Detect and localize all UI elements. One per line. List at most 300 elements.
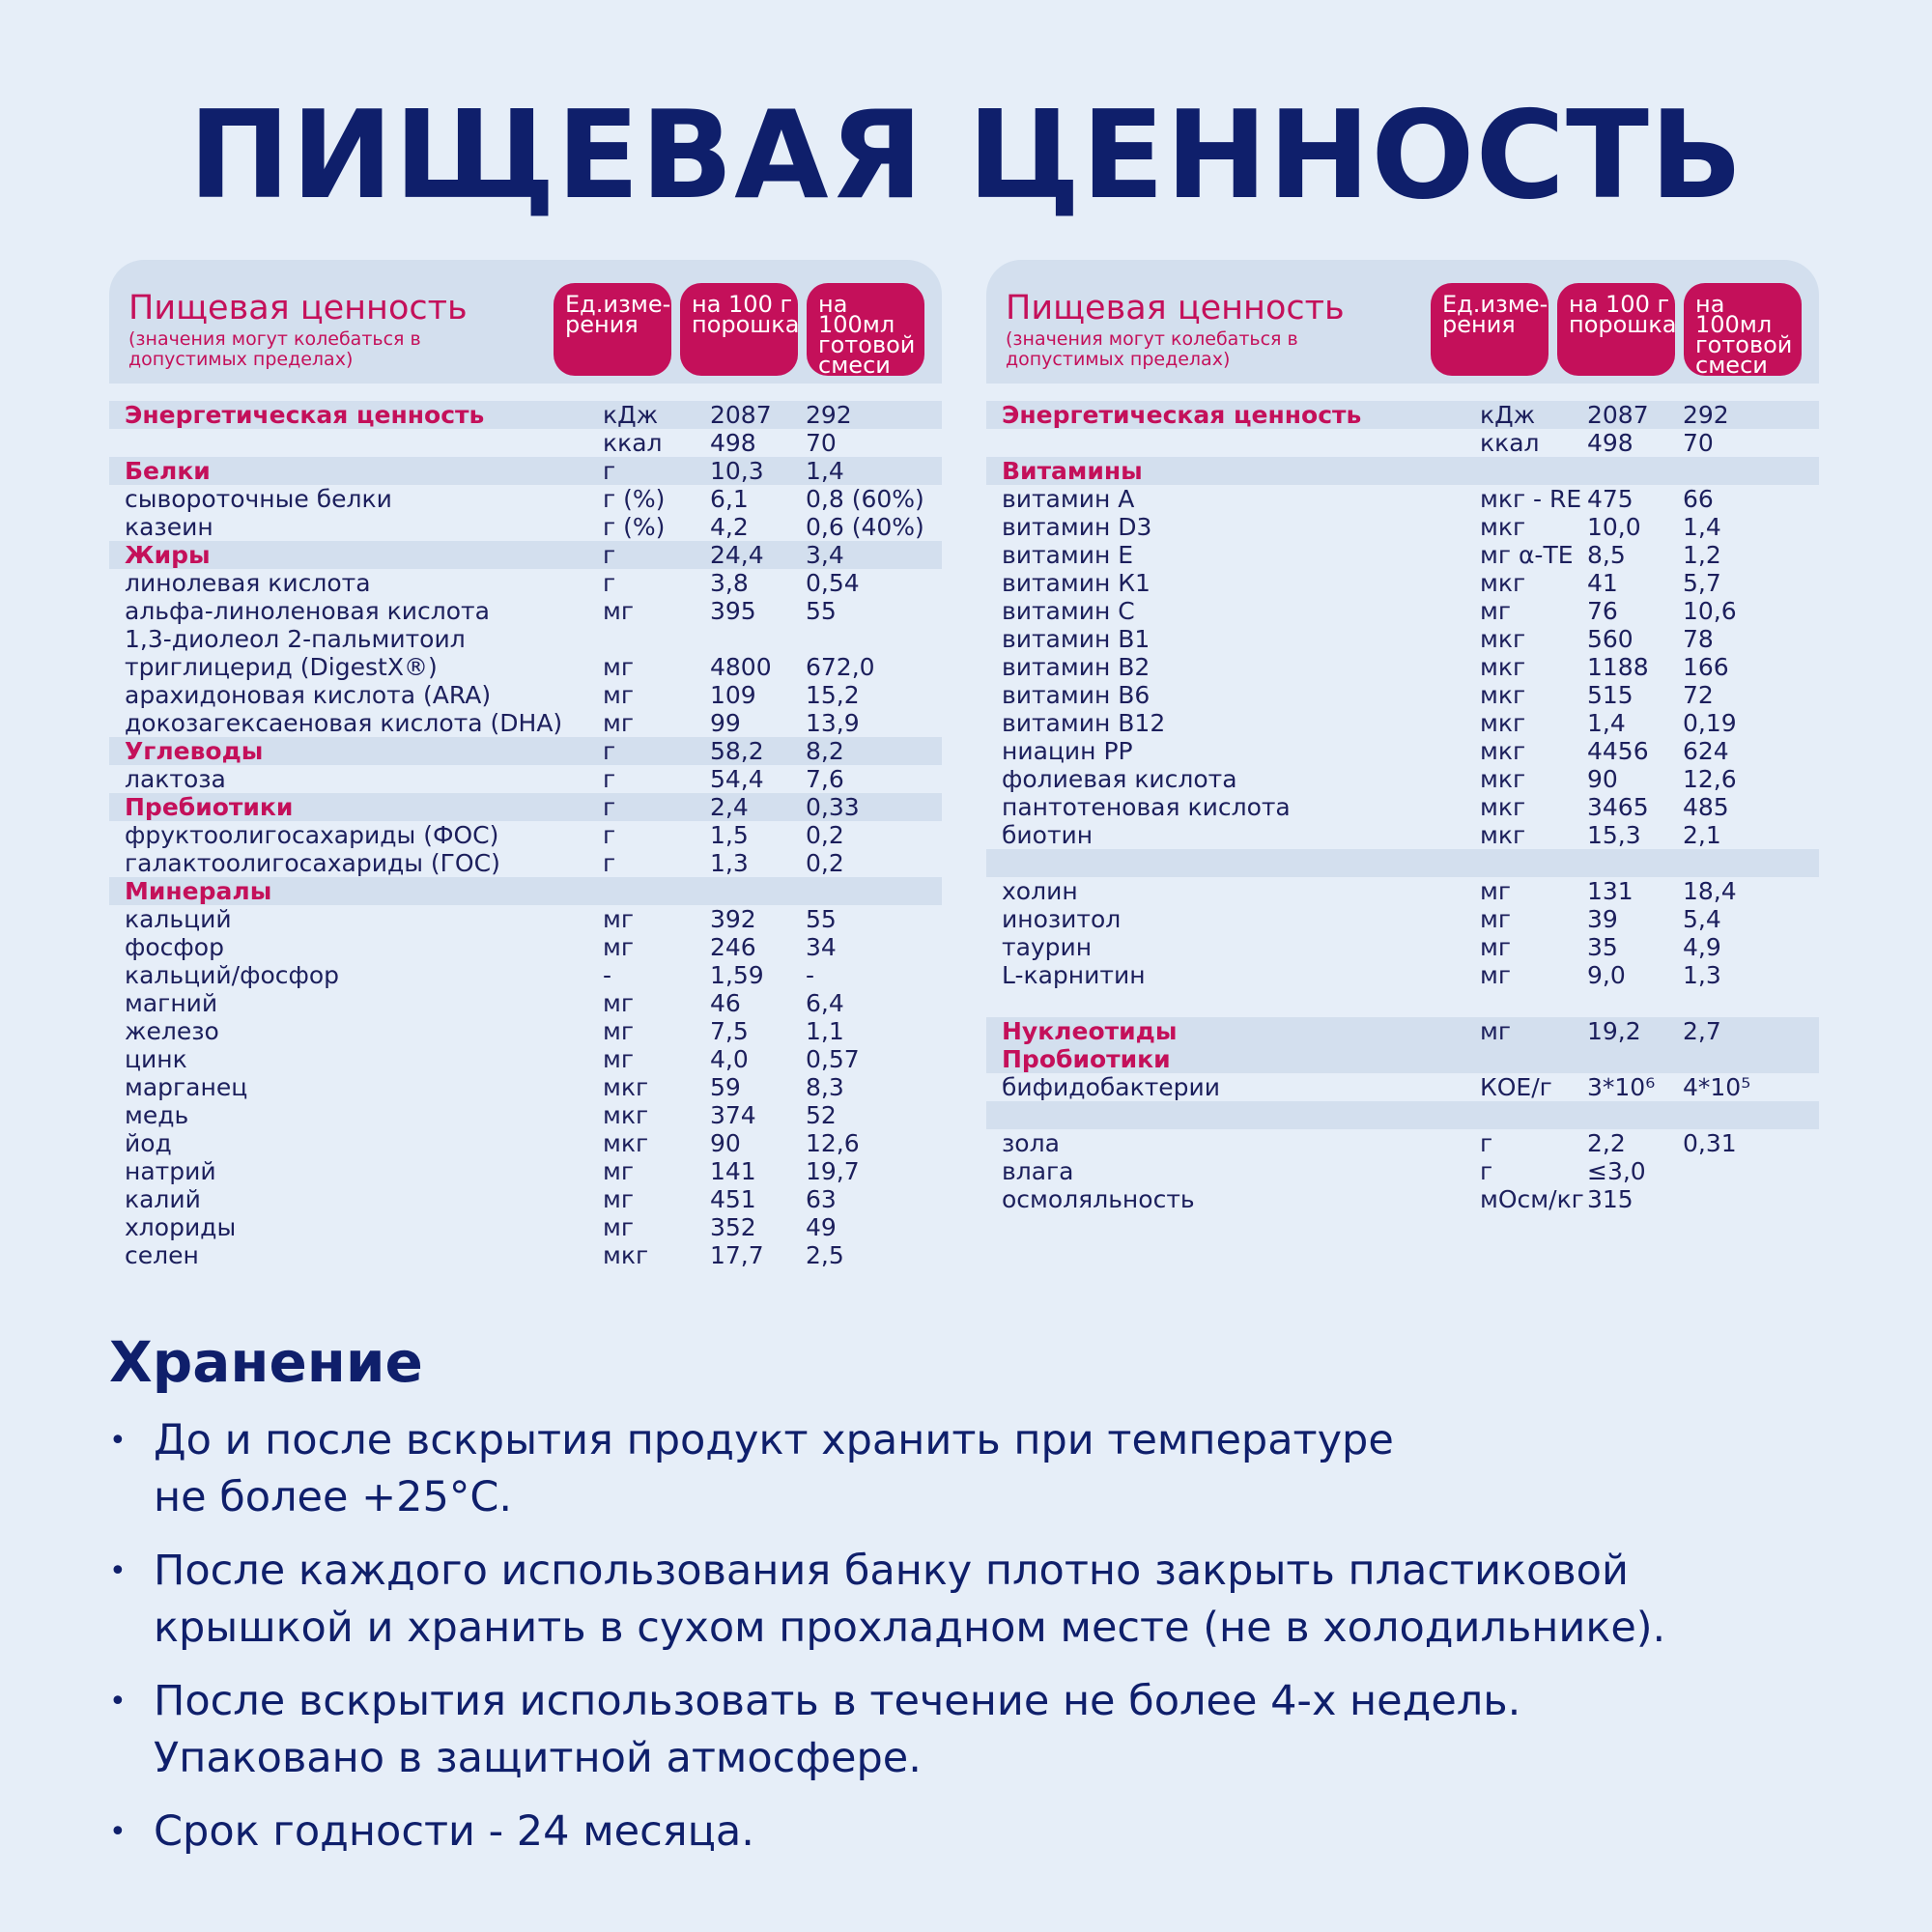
table-row <box>986 709 1819 737</box>
per-100g-cell: 2087 <box>1587 401 1649 429</box>
per-100ml-cell: 8,2 <box>806 737 844 765</box>
per-100ml-cell: 10,6 <box>1683 597 1737 625</box>
category-row <box>986 401 1819 429</box>
unit-cell: мг <box>1480 1017 1511 1045</box>
table-row <box>986 429 1819 457</box>
unit-cell: КОЕ/г <box>1480 1073 1552 1101</box>
category-row <box>986 457 1819 485</box>
nutrient-name: витамин А <box>1002 485 1135 513</box>
storage-item <box>109 1804 1848 1861</box>
storage-item-text: крышкой и хранить в сухом прохладном месте (не в холодильнике). <box>154 1604 1666 1652</box>
table-row <box>986 933 1819 961</box>
per-100ml-cell: 1,4 <box>806 457 844 485</box>
nutrient-name: витамин В12 <box>1002 709 1166 737</box>
per-100g-cell: 39 <box>1587 905 1618 933</box>
bullet-icon: • <box>109 1424 127 1458</box>
per-100ml-cell: 0,33 <box>806 793 860 821</box>
per-100ml-cell: 6,4 <box>806 989 844 1017</box>
per-100ml-cell: 0,2 <box>806 849 844 877</box>
table-row <box>109 625 942 681</box>
nutrient-name: пантотеновая кислота <box>1002 793 1291 821</box>
unit-cell: - <box>603 961 612 989</box>
per-100ml-cell: 0,19 <box>1683 709 1737 737</box>
storage-item-text: Упаковано в защитной атмосфере. <box>154 1734 922 1782</box>
nutrient-name: казеин <box>125 513 213 541</box>
table-row <box>986 513 1819 541</box>
per-100ml-cell: 0,31 <box>1683 1129 1737 1157</box>
nutrient-name: селен <box>125 1241 199 1269</box>
per-100g-cell: 2087 <box>710 401 772 429</box>
nutrition-table-left <box>109 260 942 1284</box>
unit-cell: г <box>603 737 616 765</box>
table-row <box>986 485 1819 513</box>
unit-cell: г <box>603 849 616 877</box>
per-100ml-cell: 55 <box>806 597 837 625</box>
table-row <box>109 1017 942 1045</box>
table-rows <box>986 401 1819 1213</box>
table-row <box>986 625 1819 653</box>
per-100g-cell: 54,4 <box>710 765 764 793</box>
nutrient-name: инозитол <box>1002 905 1122 933</box>
table-row <box>109 933 942 961</box>
per-100g-cell: 1,4 <box>1587 709 1626 737</box>
table-row <box>986 765 1819 793</box>
unit-cell: г (%) <box>603 513 666 541</box>
nutrient-name: витамин Е <box>1002 541 1134 569</box>
per-100ml-cell: 0,57 <box>806 1045 860 1073</box>
category-row <box>109 737 942 765</box>
per-100g-cell: 4800 <box>710 653 772 681</box>
per-100ml-cell: 66 <box>1683 485 1714 513</box>
nutrient-name: Жиры <box>125 541 211 569</box>
nutrient-name: ниацин РР <box>1002 737 1133 765</box>
table-heading: Пищевая ценность <box>128 289 468 327</box>
nutrient-name: докозагексаеновая кислота (DHA) <box>125 709 563 737</box>
table-row <box>109 905 942 933</box>
unit-cell: мг <box>1480 877 1511 905</box>
unit-cell: мг <box>1480 597 1511 625</box>
category-row <box>109 793 942 821</box>
nutrient-name: 1,3-диолеол 2-пальмитоил триглицерид (DigestX®) <box>125 625 466 681</box>
table-row <box>109 1213 942 1241</box>
per-100g-cell: 131 <box>1587 877 1634 905</box>
per-100g-cell: 451 <box>710 1185 756 1213</box>
unit-cell: г <box>603 765 616 793</box>
nutrient-name: витамин К1 <box>1002 569 1151 597</box>
unit-cell: мкг <box>1480 821 1526 849</box>
table-row <box>109 709 942 737</box>
category-row <box>109 401 942 429</box>
nutrient-name: Углеводы <box>125 737 264 765</box>
table-row <box>986 821 1819 849</box>
unit-cell: мкг <box>603 1073 649 1101</box>
nutrient-name: Энергетическая ценность <box>125 401 485 429</box>
table-row <box>109 961 942 989</box>
bullet-icon: • <box>109 1815 127 1849</box>
nutrient-name: витамин С <box>1002 597 1135 625</box>
table-row <box>986 1185 1819 1213</box>
per-100ml-cell: 4*10⁵ <box>1683 1073 1751 1101</box>
table-row <box>986 989 1819 1017</box>
nutrient-name: натрий <box>125 1157 216 1185</box>
per-100ml-cell: 18,4 <box>1683 877 1737 905</box>
unit-cell: мг <box>1480 961 1511 989</box>
unit-cell: мкг <box>603 1241 649 1269</box>
nutrient-name: бифидобактерии <box>1002 1073 1221 1101</box>
table-row <box>986 653 1819 681</box>
per-100g-cell: 141 <box>710 1157 756 1185</box>
per-100g-cell: 1,5 <box>710 821 749 849</box>
table-row <box>109 1185 942 1213</box>
per-100ml-cell: 2,7 <box>1683 1017 1721 1045</box>
table-row <box>986 541 1819 569</box>
unit-cell: г (%) <box>603 485 666 513</box>
per-100ml-cell: 78 <box>1683 625 1714 653</box>
unit-cell: г <box>603 793 616 821</box>
per-100g-cell: 392 <box>710 905 756 933</box>
nutrient-name: витамин D3 <box>1002 513 1152 541</box>
table-rows <box>109 401 942 1269</box>
storage-item <box>109 1673 1848 1787</box>
per-100ml-cell: 4,9 <box>1683 933 1721 961</box>
per-100g-cell: 35 <box>1587 933 1618 961</box>
per-100g-cell: 9,0 <box>1587 961 1626 989</box>
nutrient-name: арахидоновая кислота (ARA) <box>125 681 492 709</box>
table-row <box>986 1157 1819 1185</box>
table-row <box>986 1129 1819 1157</box>
per-100ml-cell: 1,3 <box>1683 961 1721 989</box>
per-100g-cell: 90 <box>1587 765 1618 793</box>
per-100g-cell: 4,0 <box>710 1045 749 1073</box>
table-row <box>986 793 1819 821</box>
unit-cell: ккал <box>603 429 663 457</box>
unit-cell: ккал <box>1480 429 1540 457</box>
per-100g-cell: 3465 <box>1587 793 1649 821</box>
table-row <box>109 1073 942 1101</box>
per-100g-cell: 315 <box>1587 1185 1634 1213</box>
unit-cell: мг <box>603 709 634 737</box>
unit-cell: мкг - RE <box>1480 485 1582 513</box>
nutrient-name: калий <box>125 1185 201 1213</box>
table-header <box>986 260 1819 384</box>
per-100g-cell: 246 <box>710 933 756 961</box>
per-100ml-cell: 0,54 <box>806 569 860 597</box>
table-row <box>109 429 942 457</box>
per-100g-cell: 10,3 <box>710 457 764 485</box>
per-100g-cell: 99 <box>710 709 741 737</box>
nutrient-name: галактоолигосахариды (ГОС) <box>125 849 500 877</box>
nutrient-name: зола <box>1002 1129 1060 1157</box>
per-100ml-cell: 624 <box>1683 737 1729 765</box>
per-100g-cell: 10,0 <box>1587 513 1641 541</box>
unit-cell: мг <box>603 653 634 681</box>
table-row <box>109 597 942 625</box>
unit-cell: г <box>603 541 616 569</box>
per-100g-cell: ≤3,0 <box>1587 1157 1646 1185</box>
bullet-icon: • <box>109 1554 127 1588</box>
table-row <box>109 821 942 849</box>
per-100g-cell: 2,2 <box>1587 1129 1626 1157</box>
nutrient-name: кальций/фосфор <box>125 961 340 989</box>
per-100ml-cell: 292 <box>1683 401 1729 429</box>
column-unit-header: Ед.изме-рения <box>554 283 671 376</box>
table-subheading: (значения могут колебаться в допустимых пределах) <box>128 328 421 370</box>
unit-cell: мг <box>603 597 634 625</box>
per-100g-cell: 515 <box>1587 681 1634 709</box>
per-100g-cell: 374 <box>710 1101 756 1129</box>
nutrient-name: Энергетическая ценность <box>1002 401 1362 429</box>
per-100g-cell: 76 <box>1587 597 1618 625</box>
per-100ml-cell: 0,6 (40%) <box>806 513 924 541</box>
per-100g-cell: 498 <box>1587 429 1634 457</box>
storage-item-text: не более +25°С. <box>154 1473 513 1521</box>
category-row <box>986 1017 1819 1073</box>
storage-item-text: Срок годности - 24 месяца. <box>154 1807 754 1856</box>
bullet-icon: • <box>109 1685 127 1719</box>
nutrient-name: йод <box>125 1129 172 1157</box>
nutrient-name: Нуклеотиды <box>1002 1017 1178 1045</box>
nutrient-name: Пробиотики <box>1002 1045 1171 1073</box>
nutrient-name: биотин <box>1002 821 1094 849</box>
per-100ml-cell: 55 <box>806 905 837 933</box>
unit-cell: мг <box>603 1185 634 1213</box>
per-100g-cell: 59 <box>710 1073 741 1101</box>
per-100ml-cell: 166 <box>1683 653 1729 681</box>
table-row <box>986 681 1819 709</box>
unit-cell: мкг <box>1480 709 1526 737</box>
nutrient-name: хлориды <box>125 1213 237 1241</box>
table-row <box>986 877 1819 905</box>
unit-cell: мкг <box>1480 737 1526 765</box>
storage-item <box>109 1412 1848 1526</box>
per-100g-cell: 2,4 <box>710 793 749 821</box>
per-100g-cell: 3*10⁶ <box>1587 1073 1656 1101</box>
unit-cell: кДж <box>603 401 659 429</box>
per-100g-cell: 46 <box>710 989 741 1017</box>
unit-cell: г <box>603 569 616 597</box>
per-100ml-cell: 1,2 <box>1683 541 1721 569</box>
table-row <box>109 989 942 1017</box>
unit-cell: мкг <box>603 1129 649 1157</box>
unit-cell: мкг <box>1480 569 1526 597</box>
per-100ml-cell: 292 <box>806 401 852 429</box>
per-100g-cell: 58,2 <box>710 737 764 765</box>
per-100ml-cell: 672,0 <box>806 653 875 681</box>
storage-item-text: После вскрытия использовать в течение не более 4-х недель. <box>154 1677 1521 1725</box>
per-100ml-cell: 5,4 <box>1683 905 1721 933</box>
nutrient-name: фруктоолигосахариды (ФОС) <box>125 821 499 849</box>
unit-cell: мг <box>603 989 634 1017</box>
nutrient-name: витамин В2 <box>1002 653 1151 681</box>
per-100ml-cell: 15,2 <box>806 681 860 709</box>
table-row <box>986 905 1819 933</box>
table-row <box>986 737 1819 765</box>
storage-item-text: До и после вскрытия продукт хранить при температуре <box>154 1416 1394 1464</box>
per-100g-cell: 498 <box>710 429 756 457</box>
table-row <box>986 1073 1819 1101</box>
per-100g-cell: 6,1 <box>710 485 749 513</box>
nutrient-name: марганец <box>125 1073 248 1101</box>
per-100ml-cell: 19,7 <box>806 1157 860 1185</box>
storage-item <box>109 1543 1848 1657</box>
category-row <box>109 541 942 569</box>
table-row <box>109 1101 942 1129</box>
per-100g-cell: 17,7 <box>710 1241 764 1269</box>
per-100g-cell: 3,8 <box>710 569 749 597</box>
table-row <box>109 485 942 513</box>
per-100g-cell: 4456 <box>1587 737 1649 765</box>
per-100ml-cell: 2,1 <box>1683 821 1721 849</box>
table-row <box>109 765 942 793</box>
per-100g-cell: 1,3 <box>710 849 749 877</box>
unit-cell: мкг <box>1480 765 1526 793</box>
storage-list <box>109 1412 1848 1877</box>
nutrient-name: Минералы <box>125 877 272 905</box>
nutrient-name: витамин В6 <box>1002 681 1151 709</box>
nutrient-name: Пребиотики <box>125 793 294 821</box>
nutrient-name: таурин <box>1002 933 1093 961</box>
storage-item-text: После каждого использования банку плотно закрыть пластиковой <box>154 1547 1629 1595</box>
nutrient-name: витамин В1 <box>1002 625 1151 653</box>
table-row <box>109 1157 942 1185</box>
per-100ml-cell: 70 <box>806 429 837 457</box>
per-100ml-cell: 1,4 <box>1683 513 1721 541</box>
unit-cell: г <box>603 457 616 485</box>
nutrient-name: холин <box>1002 877 1078 905</box>
per-100ml-cell: 49 <box>806 1213 837 1241</box>
table-row <box>109 513 942 541</box>
per-100ml-cell: 12,6 <box>1683 765 1737 793</box>
table-row <box>109 1045 942 1073</box>
nutrient-name: кальций <box>125 905 232 933</box>
nutrient-name: цинк <box>125 1045 187 1073</box>
per-100ml-cell: 72 <box>1683 681 1714 709</box>
unit-cell: мкг <box>1480 653 1526 681</box>
nutrient-name: влага <box>1002 1157 1074 1185</box>
per-100ml-cell: 12,6 <box>806 1129 860 1157</box>
per-100ml-cell: 0,2 <box>806 821 844 849</box>
nutrient-name: линолевая кислота <box>125 569 371 597</box>
per-100ml-cell: 1,1 <box>806 1017 844 1045</box>
nutrient-name: альфа-линоленовая кислота <box>125 597 490 625</box>
table-heading: Пищевая ценность <box>1006 289 1345 327</box>
unit-cell: мОсм/кг <box>1480 1185 1584 1213</box>
unit-cell: мкг <box>1480 793 1526 821</box>
per-100g-cell: 24,4 <box>710 541 764 569</box>
per-100ml-cell: 8,3 <box>806 1073 844 1101</box>
unit-cell: мг <box>603 1213 634 1241</box>
nutrient-name: магний <box>125 989 218 1017</box>
per-100g-cell: 41 <box>1587 569 1618 597</box>
page-title: ПИЩЕВАЯ ЦЕННОСТЬ <box>188 84 1744 226</box>
unit-cell: г <box>603 821 616 849</box>
column-per-100ml-header: на 100мл готовой смеси <box>807 283 924 376</box>
nutrition-table-right <box>986 260 1819 1284</box>
per-100ml-cell: 63 <box>806 1185 837 1213</box>
unit-cell: мкг <box>1480 513 1526 541</box>
nutrient-name: Белки <box>125 457 211 485</box>
column-unit-header: Ед.изме-рения <box>1431 283 1548 376</box>
per-100g-cell: 560 <box>1587 625 1634 653</box>
table-row <box>109 681 942 709</box>
per-100ml-cell: 3,4 <box>806 541 844 569</box>
table-row <box>109 1241 942 1269</box>
table-row <box>986 569 1819 597</box>
table-row <box>109 569 942 597</box>
per-100ml-cell: 5,7 <box>1683 569 1721 597</box>
per-100ml-cell: 7,6 <box>806 765 844 793</box>
table-row <box>109 849 942 877</box>
table-row <box>986 597 1819 625</box>
nutrient-name: лактоза <box>125 765 226 793</box>
category-row <box>109 457 942 485</box>
per-100g-cell: 109 <box>710 681 756 709</box>
unit-cell: мг α-ТЕ <box>1480 541 1574 569</box>
nutrient-name: Витамины <box>1002 457 1143 485</box>
per-100g-cell: 1,59 <box>710 961 764 989</box>
per-100g-cell: 1188 <box>1587 653 1649 681</box>
per-100g-cell: 475 <box>1587 485 1634 513</box>
unit-cell: г <box>1480 1129 1493 1157</box>
table-row <box>986 1101 1819 1129</box>
per-100g-cell: 352 <box>710 1213 756 1241</box>
unit-cell: г <box>1480 1157 1493 1185</box>
per-100ml-cell: 2,5 <box>806 1241 844 1269</box>
unit-cell: мг <box>603 681 634 709</box>
per-100ml-cell: 34 <box>806 933 837 961</box>
unit-cell: мг <box>603 1157 634 1185</box>
per-100g-cell: 7,5 <box>710 1017 749 1045</box>
unit-cell: мкг <box>603 1101 649 1129</box>
column-per-100g-header: на 100 г порошка <box>680 283 798 376</box>
per-100ml-cell: 485 <box>1683 793 1729 821</box>
table-row <box>986 961 1819 989</box>
storage-title: Хранение <box>109 1329 423 1395</box>
nutrient-name: сывороточные белки <box>125 485 392 513</box>
per-100ml-cell: 70 <box>1683 429 1714 457</box>
table-header <box>109 260 942 384</box>
per-100g-cell: 19,2 <box>1587 1017 1641 1045</box>
unit-cell: мг <box>603 1017 634 1045</box>
nutrient-name: фолиевая кислота <box>1002 765 1237 793</box>
unit-cell: мг <box>603 905 634 933</box>
unit-cell: мг <box>1480 905 1511 933</box>
nutrient-name: железо <box>125 1017 219 1045</box>
unit-cell: мг <box>1480 933 1511 961</box>
per-100g-cell: 4,2 <box>710 513 749 541</box>
unit-cell: кДж <box>1480 401 1536 429</box>
table-row <box>109 1129 942 1157</box>
per-100g-cell: 8,5 <box>1587 541 1626 569</box>
nutrient-name: фосфор <box>125 933 224 961</box>
unit-cell: мкг <box>1480 681 1526 709</box>
per-100ml-cell: 0,8 (60%) <box>806 485 924 513</box>
unit-cell: мг <box>603 933 634 961</box>
per-100g-cell: 15,3 <box>1587 821 1641 849</box>
category-row <box>109 877 942 905</box>
table-subheading: (значения могут колебаться в допустимых пределах) <box>1006 328 1298 370</box>
nutrient-name: медь <box>125 1101 189 1129</box>
column-per-100ml-header: на 100мл готовой смеси <box>1684 283 1802 376</box>
per-100ml-cell: 52 <box>806 1101 837 1129</box>
unit-cell: мг <box>603 1045 634 1073</box>
per-100g-cell: 395 <box>710 597 756 625</box>
per-100ml-cell: - <box>806 961 815 989</box>
unit-cell: мкг <box>1480 625 1526 653</box>
nutrient-name: L-карнитин <box>1002 961 1146 989</box>
per-100g-cell: 90 <box>710 1129 741 1157</box>
column-per-100g-header: на 100 г порошка <box>1557 283 1675 376</box>
